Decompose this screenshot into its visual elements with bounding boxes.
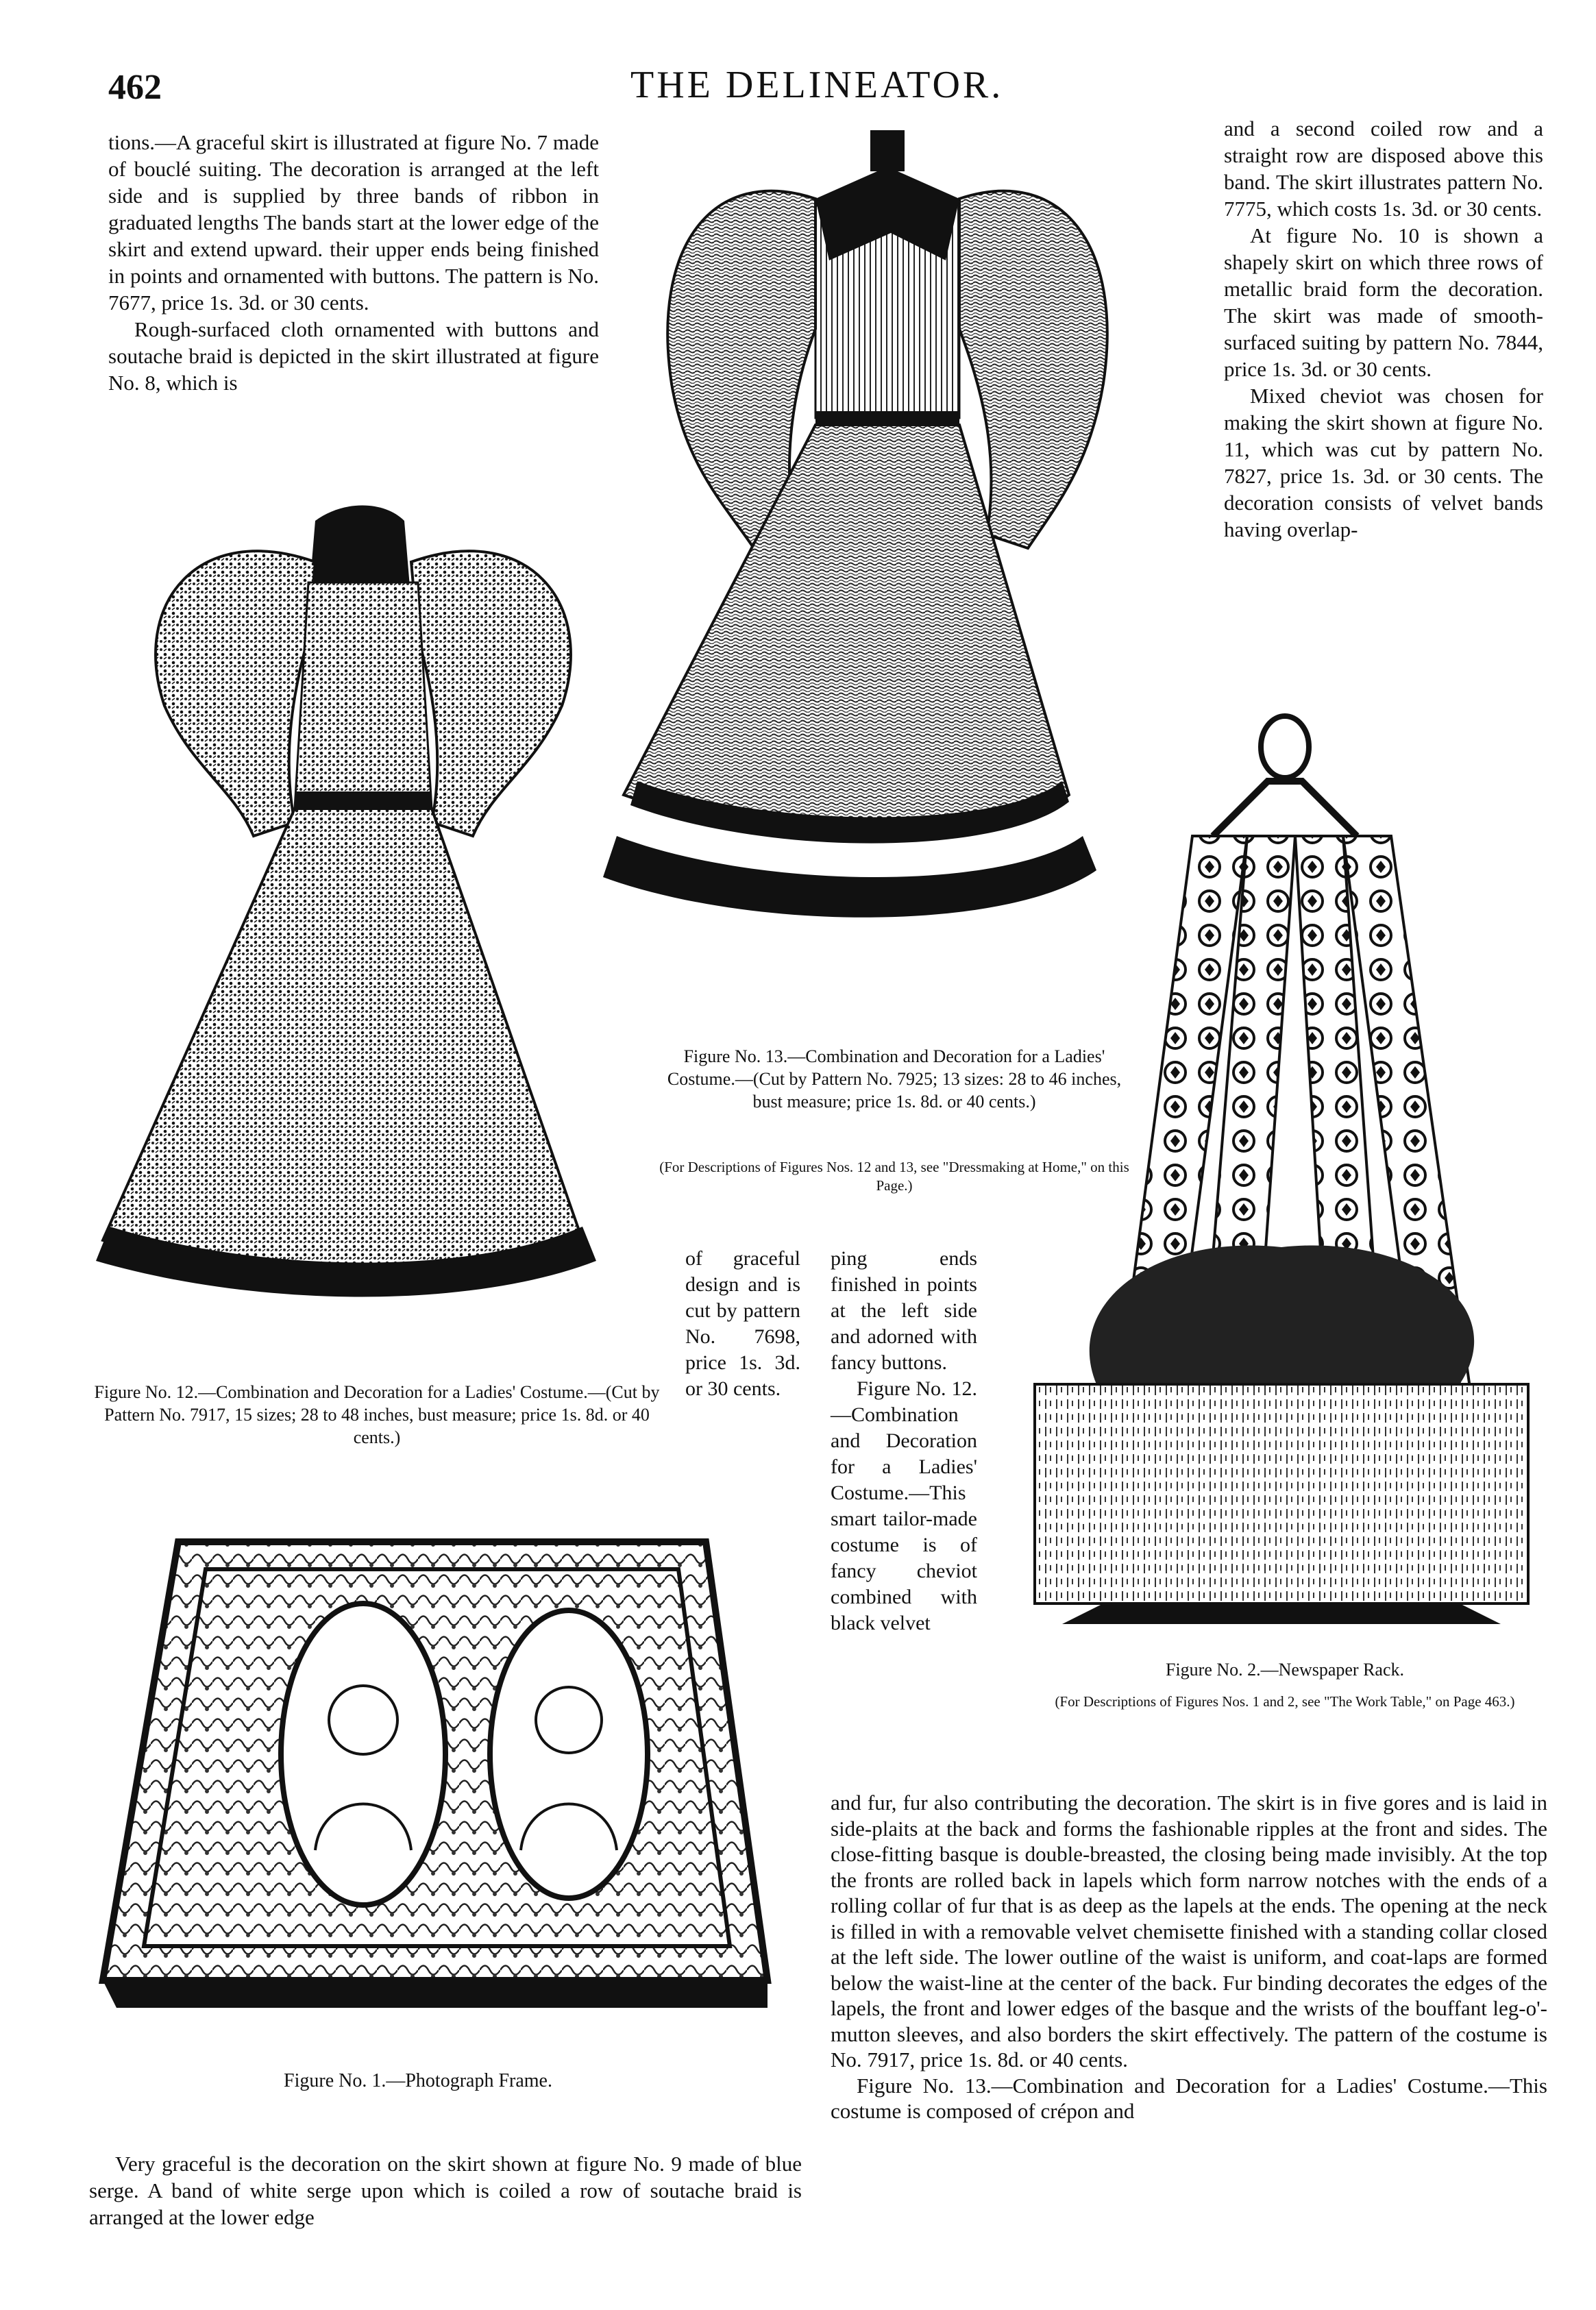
- figure-2-note: (For Descriptions of Figures Nos. 1 and 2, see "The Work Table," on Page 463.): [1055, 1693, 1515, 1710]
- paragraph: Figure No. 13.—Combination and Decoration for a Ladies' Costume.—This costume is composed of crépon and: [831, 2073, 1547, 2123]
- paragraph: and a second coiled row and a straight row are disposed above this band. The skirt illustrates pattern No. 7775, which costs 1s. 3d. or 30 cents.: [1224, 116, 1543, 221]
- paragraph: and fur, fur also contributing the decoration. The skirt is in five gores and is laid in side-plaits at the back and forms the fashionable ripples at the front and sides. The close-fitting basque is double-breasted, the closing being made invisibly. At the top the fronts are rolled back in lapels which form narrow notches with the ends of a rolling collar of fur that is as deep as the lapels at the ends. The opening at the neck is filled in with a removable velvet chemisette finished with a standing collar closed at the left side. The lower outline of the waist is uniform, and coat-laps are formed below the waist-line at the center of the back. Fur binding decorates the edges of the lapels, the front and lower edges of the basque and the wrists of the bouffant leg-o'-mutton sleeves, and also borders the skirt effectively. The pattern of the costume is No. 7917, price 1s. 8d. or 40 cents.: [831, 1791, 1547, 2072]
- figure-1-photograph-frame-illustration: [89, 1528, 774, 2022]
- paragraph: Very graceful is the decoration on the skirt shown at figure No. 9 made of blue serge. A band of white serge upon which is coiled a row of soutache braid is arranged at the lower edge: [89, 2152, 802, 2229]
- paragraph: Rough-surfaced cloth ornamented with buttons and soutache braid is depicted in the skirt illustrated at figure No. 8, which is: [108, 317, 599, 395]
- paragraph: ping ends finished in points at the left side and adorned with fancy buttons.: [831, 1247, 977, 1374]
- figure-12-costume-illustration: [89, 480, 665, 1357]
- paragraph: Mixed cheviot was chosen for making the skirt shown at figure No. 11, which was cut by pattern No. 7827, price 1s. 3d. or 30 cents. The decoration consists of velvet bands having overlap-: [1224, 384, 1543, 541]
- paragraph: tions.—A graceful skirt is illustrated at figure No. 7 made of bouclé suiting. The decoration is arranged at the left side and is supplied by three bands of ribbon in graduated lengths The bands start at the lower edge of the skirt and extend upward. their upper ends being finished in points and ornamented with buttons. The pattern is No. 7677, price 1s. 3d. or 30 cents.: [108, 130, 599, 315]
- page-title: THE DELINEATOR.: [630, 64, 1004, 106]
- figure-2-caption: Figure No. 2.—Newspaper Rack.: [1165, 1660, 1405, 1680]
- middle-narrow-column-1: of graceful design and is cut by pattern No. 7698, price 1s. 3d. or 30 cents.: [685, 1247, 800, 1400]
- figure-13-caption: Figure No. 13.—Combination and Decoration for a Ladies' Costume.—(Cut by Pattern No. 7925; 13 sizes: 28 to 46 inches, bust measure; price 1s. 8d. or 40 cents.): [667, 1046, 1122, 1111]
- figure-1-caption: Figure No. 1.—Photograph Frame.: [284, 2070, 552, 2091]
- left-top-column: [108, 129, 599, 396]
- figure-13-note: (For Descriptions of Figures Nos. 12 and 13, see "Dressmaking at Home," on this Page.): [659, 1159, 1129, 1194]
- page-number: 462: [108, 68, 162, 107]
- paragraph: Figure No. 12.—Combination and Decoration for a Ladies' Costume.—This smart tailor-made costume is of fancy cheviot combined with black velvet: [831, 1377, 977, 1634]
- figure-12-caption: Figure No. 12.—Combination and Decoration for a Ladies' Costume.—(Cut by Pattern No. 7917, 15 sizes; 28 to 48 inches, bust measure; price 1s. 8d. or 40 cents.): [94, 1382, 660, 1447]
- figure-2-newspaper-rack-illustration: [1021, 713, 1542, 1658]
- paragraph: At figure No. 10 is shown a shapely skirt on which three rows of metallic braid form the decoration. The skirt was made of smooth-surfaced suiting by pattern No. 7844, price 1s. 3d. or 30 cents.: [1224, 223, 1543, 381]
- middle-narrow-column-2: [831, 1246, 977, 1636]
- right-top-column: [1224, 115, 1543, 543]
- left-bottom-column: [89, 2150, 802, 2231]
- right-bottom-column: [831, 1790, 1547, 2124]
